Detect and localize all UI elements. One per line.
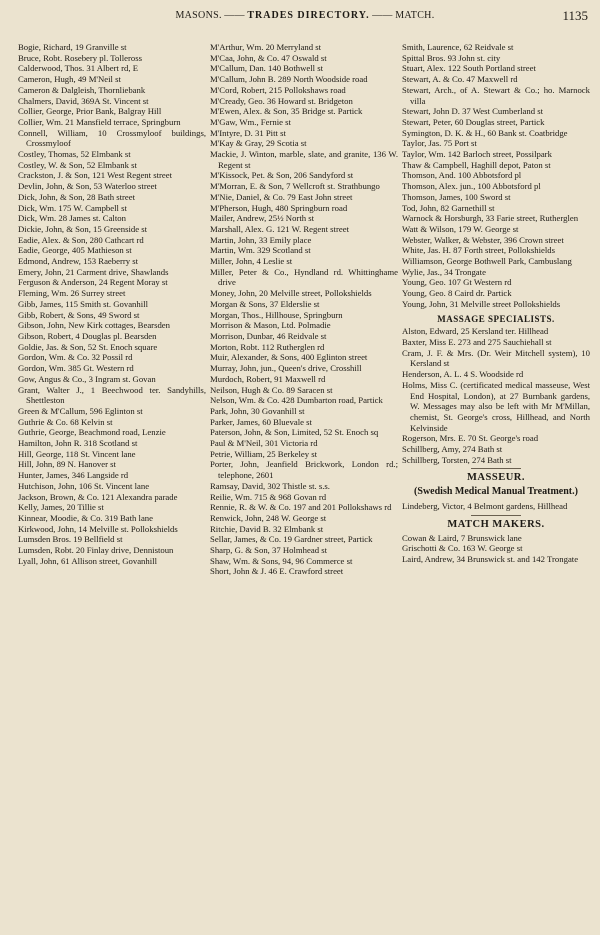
header-title: TRADES DIRECTORY. bbox=[247, 10, 370, 21]
directory-entry: Kelly, James, 20 Tillie st bbox=[18, 502, 104, 513]
directory-entry: Gow, Angus & Co., 3 Ingram st. Govan bbox=[18, 373, 156, 384]
directory-entry: Calderwood, Thos. 31 Albert rd, E bbox=[18, 63, 138, 74]
masseur-heading: MASSEUR. bbox=[467, 472, 525, 484]
directory-entry: Morgan & Sons, 37 Elderslie st bbox=[210, 298, 320, 309]
directory-entry: Murray, John, jun., Queen's drive, Crosshill bbox=[210, 363, 362, 374]
header-right: MATCH. bbox=[395, 10, 435, 21]
directory-entry: Muir, Alexander, & Sons, 400 Eglinton street bbox=[210, 352, 368, 363]
directory-entry: Grischotti & Co. 163 W. George st bbox=[402, 543, 523, 554]
directory-entry: Stewart, Peter, 60 Douglas street, Partick bbox=[402, 116, 545, 127]
directory-entry: Collier, Wm. 21 Mansfield terrace, Springburn bbox=[18, 116, 181, 127]
masseur-subheading: (Swedish Medical Manual Treatment.) bbox=[414, 486, 578, 498]
directory-entry: Morrison, Dunbar, 46 Reidvale st bbox=[210, 330, 327, 341]
directory-entry: Eadie, George, 405 Mathieson st bbox=[18, 245, 132, 256]
directory-entry: Young, Geo. 8 Caird dr. Partick bbox=[402, 288, 512, 299]
directory-entry: Taylor, Wm. 142 Barloch street, Possilpark bbox=[402, 149, 552, 160]
directory-entry: Ritchie, David B. 32 Elmbank st bbox=[210, 523, 324, 534]
directory-entry: Reilie, Wm. 715 & 968 Govan rd bbox=[210, 491, 327, 502]
directory-entry: Alston, Edward, 25 Kersland ter. Hillhead bbox=[402, 326, 549, 337]
directory-entry: Ramsay, David, 302 Thistle st. s.s. bbox=[210, 480, 330, 491]
directory-entry: Cameron & Dalgleish, Thornliebank bbox=[18, 84, 146, 95]
columns bbox=[18, 42, 592, 577]
directory-entry: Connell, William, 10 Crossmyloof buildings, Crossmyloof bbox=[18, 127, 206, 149]
directory-entry: Hill, John, 89 N. Hanover st bbox=[18, 459, 116, 470]
directory-entry: Bogie, Richard, 19 Granville st bbox=[18, 42, 127, 52]
directory-entry: Jackson, Brown, & Co. 121 Alexandra parade bbox=[18, 491, 178, 502]
directory-entry: M'Callum, John B. 289 North Woodside road bbox=[210, 74, 368, 85]
directory-entry: M'Cord, Robert, 215 Pollokshaws road bbox=[210, 84, 346, 95]
directory-entry: Edmond, Andrew, 153 Raeberry st bbox=[18, 256, 139, 267]
directory-entry: Emery, John, 21 Carment drive, Shawlands bbox=[18, 266, 169, 277]
directory-entry: Miller, Peter & Co., Hyndland rd. Whittinghame drive bbox=[210, 266, 398, 288]
directory-entry: M'Intyre, D. 31 Pitt st bbox=[210, 127, 286, 138]
directory-entry: Webster, Walker, & Webster, 396 Crown street bbox=[402, 234, 564, 245]
directory-entry: Hutchison, John, 106 St. Vincent lane bbox=[18, 480, 150, 491]
directory-entry: Morton, Robt. 112 Rutherglen rd bbox=[210, 341, 325, 352]
directory-entry: Symington, D. K. & H., 60 Bank st. Coatbridge bbox=[402, 127, 568, 138]
directory-entry: M'Gaw, Wm., Fernie st bbox=[210, 116, 291, 127]
directory-entry: Laird, Andrew, 34 Brunswick st. and 142 Trongate bbox=[402, 553, 579, 564]
directory-entry: Guthrie, George, Beachmond road, Lenzie bbox=[18, 427, 166, 438]
directory-entry: Dickie, John, & Son, 15 Greenside st bbox=[18, 223, 148, 234]
directory-entry: Porter, John, Jeanfield Brickwork, London rd.; telephone, 2601 bbox=[210, 459, 398, 481]
directory-entry: M'Cready, Geo. 36 Howard st. Bridgeton bbox=[210, 95, 353, 106]
directory-entry: Park, John, 30 Govanhill st bbox=[210, 405, 305, 416]
page-number: 1135 bbox=[562, 8, 588, 23]
directory-entry: Warnock & Horsburgh, 33 Farie street, Rutherglen bbox=[402, 213, 579, 224]
directory-entry: Murdoch, Robert, 91 Maxwell rd bbox=[210, 373, 326, 384]
directory-entry: Morgan, Thos., Hillhouse, Springburn bbox=[210, 309, 343, 320]
directory-entry: Stewart, John D. 37 West Cumberland st bbox=[402, 106, 544, 117]
directory-entry: M'Kay & Gray, 29 Scotia st bbox=[210, 138, 307, 149]
directory-entry: Paterson, John, & Son, Limited, 52 St. Enoch sq bbox=[210, 427, 379, 438]
match-entries bbox=[402, 533, 590, 565]
directory-entry: Smith, Laurence, 62 Reidvale st bbox=[402, 42, 514, 52]
directory-entry: Mailer, Andrew, 25½ North st bbox=[210, 213, 315, 224]
directory-entry: Lumsden Bros. 19 Bellfield st bbox=[18, 534, 123, 545]
directory-entry: Lindeberg, Victor, 4 Belmont gardens, Hillhead bbox=[402, 501, 568, 512]
directory-entry: Miller, John, 4 Leslie st bbox=[210, 256, 293, 267]
directory-entry: Thaw & Campbell, Haghill depot, Paton st bbox=[402, 159, 551, 170]
directory-entry: Guthrie & Co. 68 Kelvin st bbox=[18, 416, 113, 427]
directory-entry: Crackston, J. & Son, 121 West Regent street bbox=[18, 170, 173, 181]
directory-entry: Eadie, Alex. & Son, 280 Cathcart rd bbox=[18, 234, 144, 245]
directory-entry: Goldie, Jas. & Son, 52 St. Enoch square bbox=[18, 341, 158, 352]
page-header: MASONS. —— TRADES DIRECTORY. —— MATCH. 1135 bbox=[175, 8, 588, 23]
directory-entry: Hamilton, John R. 318 Scotland st bbox=[18, 438, 138, 449]
directory-entry: Stewart, Arch., of A. Stewart & Co.; ho. Marnock villa bbox=[402, 84, 590, 106]
directory-entry: M'Ewen, Alex. & Son, 35 Bridge st. Partick bbox=[210, 106, 363, 117]
directory-entry: Gibson, John, New Kirk cottages, Bearsden bbox=[18, 320, 171, 331]
massage-entries bbox=[402, 326, 590, 465]
directory-entry: Parker, James, 60 Bluevale st bbox=[210, 416, 312, 427]
column-3-entries bbox=[402, 42, 590, 310]
directory-entry: Dick, Wm. 28 James st. Calton bbox=[18, 213, 126, 224]
directory-entry: Gibb, James, 115 Smith st. Govanhill bbox=[18, 298, 148, 309]
directory-entry: Schillberg, Torsten, 274 Bath st bbox=[402, 454, 512, 465]
directory-entry: White, Jas. H. 87 Forth street, Pollokshields bbox=[402, 245, 555, 256]
directory-entry: Watt & Wilson, 179 W. George st bbox=[402, 223, 519, 234]
directory-entry: Marshall, Alex. G. 121 W. Regent street bbox=[210, 223, 349, 234]
directory-entry: Tod, John, 82 Garnethill st bbox=[402, 202, 495, 213]
directory-entry: Spittal Bros. 93 John st. city bbox=[402, 52, 501, 63]
directory-entry: Shaw, Wm. & Sons, 94, 96 Commerce st bbox=[210, 555, 353, 566]
directory-entry: M'Morran, E. & Son, 7 Wellcroft st. Strathbungo bbox=[210, 181, 380, 192]
directory-entry: Stewart, A. & Co. 47 Maxwell rd bbox=[402, 74, 518, 85]
column-1 bbox=[18, 42, 206, 577]
directory-entry: Thomson, And. 100 Abbotsford pl bbox=[402, 170, 522, 181]
directory-entry: Schillberg, Amy, 274 Bath st bbox=[402, 444, 503, 455]
directory-entry: M'Pherson, Hugh, 480 Springburn road bbox=[210, 202, 348, 213]
directory-entry: Holms, Miss C. (certificated medical masseuse, West End Hospital, London), at 27 Burnbank gardens, W. Messages may also be left with Mr M'Millan, chemist, St. George's cross, Hillhead, and North Kelvinside bbox=[402, 379, 590, 433]
directory-entry: Williamson, George Bothwell Park, Cambuslang bbox=[402, 256, 572, 267]
directory-entry: Costley, W. & Son, 52 Elmbank st bbox=[18, 159, 137, 170]
directory-entry: Fleming, Wm. 26 Surrey street bbox=[18, 288, 126, 299]
directory-entry: Gibson, Robert, 4 Douglas pl. Bearsden bbox=[18, 330, 157, 341]
directory-entry: M'Nie, Daniel, & Co. 79 East John street bbox=[210, 191, 353, 202]
directory-entry: Gibb, Robert, & Sons, 49 Sword st bbox=[18, 309, 140, 320]
column-3 bbox=[402, 42, 590, 577]
directory-entry: Green & M'Callum, 596 Eglinton st bbox=[18, 405, 143, 416]
directory-entry: Wylie, Jas., 34 Trongate bbox=[402, 266, 486, 277]
directory-entry: Sharp, G. & Son, 37 Holmhead st bbox=[210, 545, 328, 556]
directory-entry: Cowan & Laird, 7 Brunswick lane bbox=[402, 532, 522, 543]
column-2 bbox=[210, 42, 398, 577]
directory-entry: M'Kissock, Pet. & Son, 206 Sandyford st bbox=[210, 170, 354, 181]
directory-entry: Cram, J. F. & Mrs. (Dr. Weir Mitchell system), 10 Kersland st bbox=[402, 347, 590, 369]
directory-entry: Renwick, John, 248 W. George st bbox=[210, 512, 327, 523]
masseur-entries bbox=[402, 501, 590, 512]
directory-entry: Grant, Walter J., 1 Beechwood ter. Sandyhills, Shettleston bbox=[18, 384, 206, 406]
directory-entry: Kirkwood, John, 14 Melville st. Pollokshields bbox=[18, 523, 178, 534]
directory-entry: Ferguson & Anderson, 24 Regent Moray st bbox=[18, 277, 168, 288]
directory-entry: Rogerson, Mrs. E. 70 St. George's road bbox=[402, 433, 539, 444]
section-rule bbox=[471, 515, 521, 516]
directory-entry: M'Caa, John, & Co. 47 Oswald st bbox=[210, 52, 327, 63]
directory-entry: Young, John, 31 Melville street Pollokshields bbox=[402, 298, 561, 309]
directory-entry: Hill, George, 118 St. Vincent lane bbox=[18, 448, 136, 459]
directory-entry: Rennie, R. & W. & Co. 197 and 201 Pollokshaws rd bbox=[210, 502, 392, 513]
directory-entry: Young, Geo. 107 Gt Western rd bbox=[402, 277, 512, 288]
directory-entry: Chalmers, David, 369A St. Vincent st bbox=[18, 95, 149, 106]
directory-entry: Petrie, William, 25 Berkeley st bbox=[210, 448, 318, 459]
directory-entry: Gordon, Wm. & Co. 32 Possil rd bbox=[18, 352, 133, 363]
section-rule bbox=[471, 468, 521, 469]
header-left: MASONS. bbox=[175, 10, 222, 21]
directory-entry: Devlin, John, & Son, 53 Waterloo street bbox=[18, 181, 157, 192]
directory-entry: Dick, Wm. 175 W. Campbell st bbox=[18, 202, 127, 213]
directory-entry: M'Arthur, Wm. 20 Merryland st bbox=[210, 42, 322, 52]
directory-entry: Henderson, A. L. 4 S. Woodside rd bbox=[402, 369, 524, 380]
directory-entry: Sellar, James, & Co. 19 Gardner street, Partick bbox=[210, 534, 373, 545]
directory-entry: Thomson, Alex. jun., 100 Abbotsford pl bbox=[402, 181, 541, 192]
directory-entry: Neilson, Hugh & Co. 89 Saracen st bbox=[210, 384, 333, 395]
match-heading: MATCH MAKERS. bbox=[447, 518, 545, 530]
directory-entry: Martin, John, 33 Emily place bbox=[210, 234, 312, 245]
directory-entry: Collier, George, Prior Bank, Balgray Hill bbox=[18, 106, 162, 117]
directory-entry: M'Callum, Dan. 140 Bothwell st bbox=[210, 63, 324, 74]
directory-entry: Paul & M'Neil, 301 Victoria rd bbox=[210, 438, 318, 449]
directory-entry: Dick, John, & Son, 28 Bath street bbox=[18, 191, 136, 202]
directory-entry: Nelson, Wm. & Co. 428 Dumbarton road, Partick bbox=[210, 395, 383, 406]
directory-entry: Costley, Thomas, 52 Elmbank st bbox=[18, 149, 131, 160]
directory-entry: Hunter, James, 346 Langside rd bbox=[18, 470, 129, 481]
directory-entry: Stuart, Alex. 122 South Portland street bbox=[402, 63, 536, 74]
directory-entry: Kinnear, Moodie, & Co. 319 Bath lane bbox=[18, 512, 154, 523]
directory-entry: Lumsden, Robt. 20 Finlay drive, Dennistoun bbox=[18, 545, 174, 556]
directory-entry: Baxter, Miss E. 273 and 275 Sauchiehall st bbox=[402, 336, 552, 347]
directory-entry: Mackie, J. Winton, marble, slate, and granite, 136 W. Regent st bbox=[210, 149, 398, 170]
directory-entry: Cameron, Hugh, 49 M'Neil st bbox=[18, 74, 121, 85]
directory-entry: Short, John & J. 46 E. Crawford street bbox=[210, 566, 344, 577]
massage-heading: MASSAGE SPECIALISTS. bbox=[437, 313, 555, 324]
directory-entry: Lyall, John, 61 Allison street, Govanhill bbox=[18, 555, 157, 566]
directory-entry: Bruce, Robt. Rosebery pl. Tolleross bbox=[18, 52, 142, 63]
directory-entry: Taylor, Jas. 75 Port st bbox=[402, 138, 477, 149]
directory-entry: Thomson, James, 100 Sword st bbox=[402, 191, 511, 202]
directory-entry: Morrison & Mason, Ltd. Polmadie bbox=[210, 320, 331, 331]
directory-entry: Money, John, 20 Melville street, Pollokshields bbox=[210, 288, 372, 299]
directory-entry: Martin, Wm. 329 Scotland st bbox=[210, 245, 311, 256]
directory-entry: Gordon, Wm. 385 Gt. Western rd bbox=[18, 363, 134, 374]
